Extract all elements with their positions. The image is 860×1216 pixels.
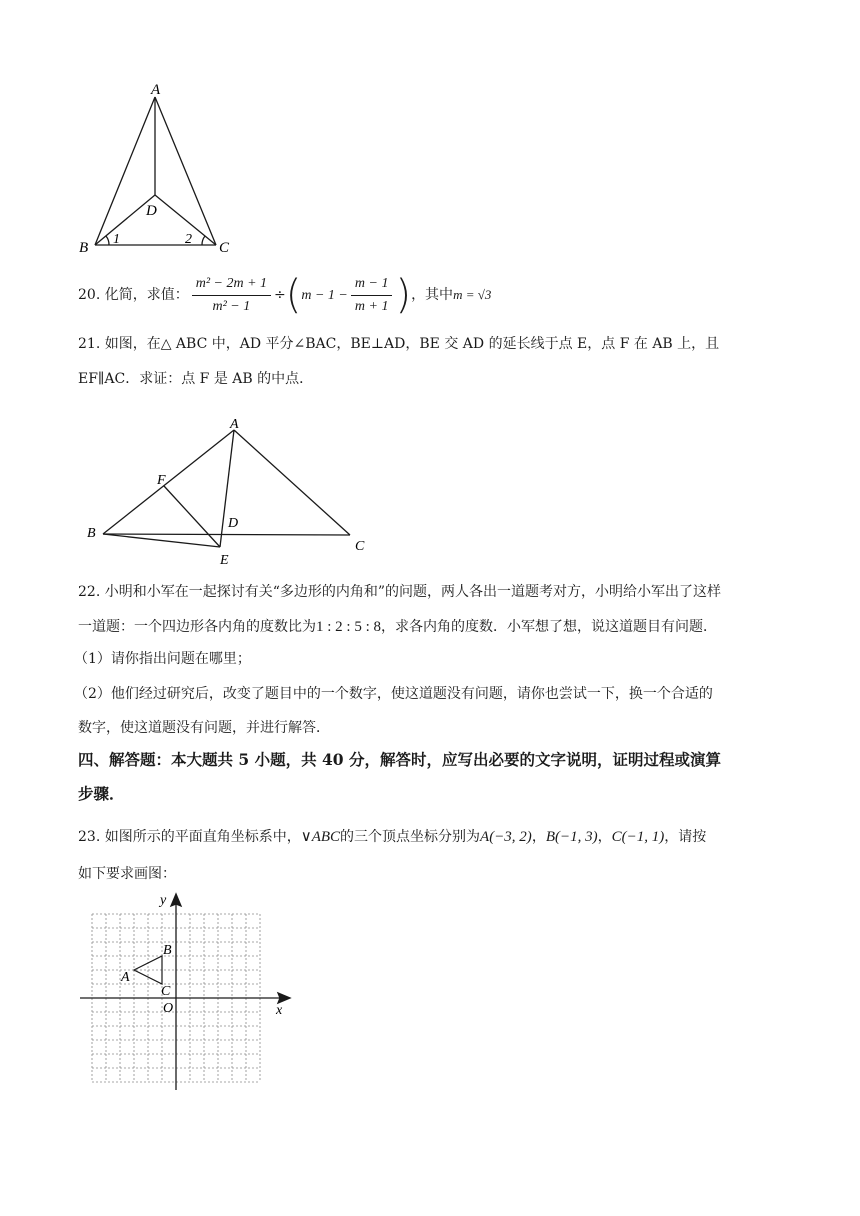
q20-term: m − 1 − [301,288,348,303]
label-y: y [160,893,167,908]
q23-line1-b: 的三个顶点坐标分别为 [340,829,481,845]
q22-ratio: 1 : 2 : 5 : 8 [316,619,382,635]
label-x: x [276,1003,283,1018]
q23-point-b: B(−1, 3) [545,829,598,845]
question-22-line-1: 22. 小明和小军在一起探讨有关“多边形的内角和”的问题，两人各出一道题考对方，小明给小军出了这样 [78,584,722,600]
question-21-line-1: 21. 如图，在△ ABC 中，AD 平分∠BAC，BE⊥AD，BE 交 AD 的延长线于点 E，点 F 在 AB 上，且 [78,336,720,352]
label-f: F [157,473,166,488]
question-23-line-1 [78,827,706,847]
q20-div: ÷ [274,287,286,303]
label-e: E [220,553,229,568]
x-axis-arrow-icon [278,993,290,1003]
label-angle-1: 1 [113,232,120,247]
question-20 [78,272,491,319]
question-21-line-2: EF∥AC．求证：点 F 是 AB 的中点． [78,371,314,387]
angle-arc-2 [202,236,205,245]
edge-ac [155,97,216,245]
question-22-line-2 [78,617,717,637]
label-b: B [79,240,89,256]
label-d: D [228,516,239,531]
q23-triangle: ∨ABC [300,829,341,845]
q23-point-a: A(−3, 2) [480,829,532,845]
label-a: A [151,82,161,98]
q20-fraction-1 [192,275,271,316]
label-c: C [161,984,171,999]
question-22-sub-1: （1）请你指出问题在哪里； [74,651,251,667]
label-c: C [219,240,230,256]
y-axis-arrow-icon [171,894,181,906]
figure-coordinate-grid [72,888,302,1098]
section-4-heading-line-1: 四、解答题：本大题共 5 小题，共 40 分，解答时，应写出必要的文字说明，证明过程或演算 [78,750,721,769]
question-22-sub-2-line-1: （2）他们经过研究后，改变了题目中的一个数字，使这道题没有问题，请你也尝试一下，换一个合适的 [74,686,713,702]
label-d: D [146,203,157,219]
label-angle-2: 2 [185,232,192,247]
edge-fe [164,486,220,547]
edge-ab [95,97,155,245]
question-23-line-2: 如下要求画图： [78,866,176,882]
q20-cond: m = √3 [453,287,492,302]
q20-fraction-2 [351,275,393,316]
q22-line2-b: ，求各内角的度数．小军想了想，说这道题目有问题． [381,619,718,635]
label-a: A [121,970,130,985]
label-b: B [87,526,96,541]
q20-num2: m − 1 [351,275,393,296]
q23-line1-a: 23. 如图所示的平面直角坐标系中， [78,829,301,845]
label-b: B [163,943,172,958]
figure-triangle-abc-def [80,412,380,574]
edge-ab [103,430,234,534]
q20-num1: m² − 2m + 1 [192,275,271,296]
question-22-sub-2-line-2: 数字，使这道题没有问题，并进行解答． [78,720,330,736]
label-origin: O [163,1001,174,1016]
q23-line1-c: ，请按 [664,829,707,845]
q23-point-c: C(−1, 1) [611,829,665,845]
q20-lparen: ( [285,272,302,318]
edge-ac [234,430,350,535]
edge-bc [103,534,350,535]
section-4-heading-line-2: 步骤． [78,784,125,803]
q20-prefix: 20. 化简，求值： [78,287,189,303]
q22-line2-a: 一道题：一个四边形各内角的度数比为 [78,619,316,635]
label-c: C [355,539,365,554]
edge-be [103,534,220,547]
q20-den1: m² − 1 [212,298,251,314]
q20-den2: m + 1 [354,298,389,314]
q23-sep2: ， [597,829,612,845]
label-a: A [230,417,239,432]
q20-suffix: ，其中 [411,287,454,303]
q23-sep1: ， [531,829,546,845]
angle-arc-1 [106,236,109,245]
q20-rparen: ) [395,272,412,318]
figure-triangle-abcd [75,80,240,260]
